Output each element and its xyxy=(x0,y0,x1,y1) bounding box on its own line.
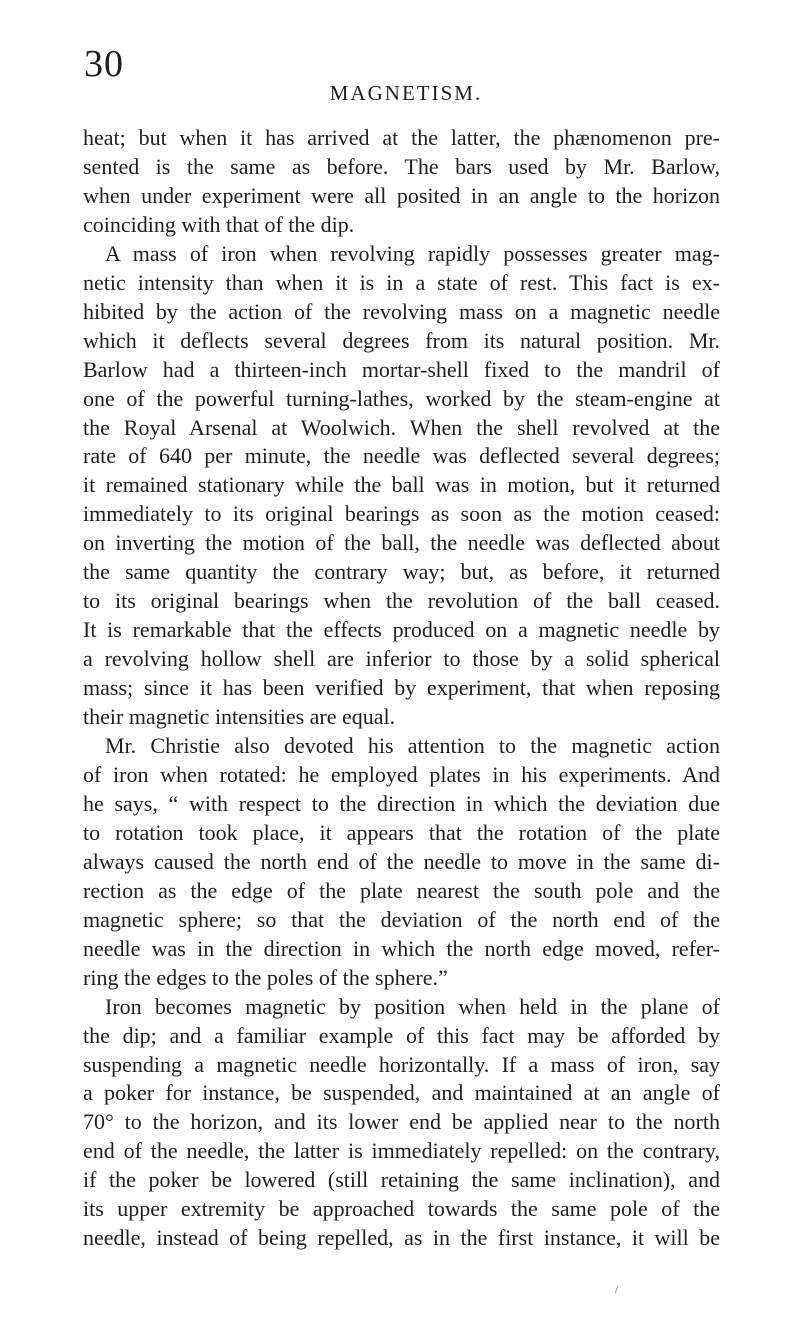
text-line: Barlow had a thirteen-inch mortar-shell fixed to the mandril of xyxy=(83,356,720,382)
text-line: heat; but when it has arrived at the latter, the phænomenon pre- xyxy=(83,125,720,150)
text-line: ring the edges to the poles of the sphere.” xyxy=(83,964,448,990)
body-text xyxy=(83,124,720,1253)
text-line: the dip; and a familiar example of this fact may be afforded by xyxy=(83,1022,720,1048)
text-line: coinciding with that of the dip. xyxy=(83,211,355,237)
text-line: immediately to its original bearings as soon as the motion ceased: xyxy=(83,501,720,527)
text-line: the same quantity the contrary way; but, as before, it returned xyxy=(83,559,720,585)
text-line: Mr. Christie also devoted his attention to the magnetic action xyxy=(105,733,720,759)
text-line: 70° to the horizon, and its lower end be applied near to the north xyxy=(83,1109,720,1135)
text-line: sented is the same as before. The bars used by Mr. Barlow, xyxy=(83,153,720,179)
text-line: he says, “ with respect to the direction in which the deviation due xyxy=(83,790,720,816)
text-line: to rotation took place, it appears that the rotation of the plate xyxy=(83,819,720,845)
text-line: always caused the north end of the needle to move in the same di- xyxy=(83,848,720,874)
text-line: hibited by the action of the revolving mass on a magnetic needle xyxy=(83,298,720,324)
text-line: if the poker be lowered (still retaining the same inclination), and xyxy=(83,1167,720,1193)
running-head: MAGNETISM. xyxy=(329,81,483,105)
text-line: needle was in the direction in which the north edge moved, refer- xyxy=(83,935,720,961)
text-line: A mass of iron when revolving rapidly possesses greater mag- xyxy=(105,240,720,266)
text-line: which it deflects several degrees from its natural position. Mr. xyxy=(83,327,720,353)
text-line: end of the needle, the latter is immediately repelled: on the contrary, xyxy=(83,1138,720,1164)
page-number: 30 xyxy=(84,43,124,85)
text-line: on inverting the motion of the ball, the needle was deflected about xyxy=(83,530,720,556)
text-line: it remained stationary while the ball was in motion, but it returned xyxy=(83,472,720,498)
paragraph-2 xyxy=(83,240,720,732)
paragraph-1 xyxy=(83,124,720,240)
text-line: to its original bearings when the revolution of the ball ceased. xyxy=(83,588,720,614)
text-line: their magnetic intensities are equal. xyxy=(83,704,396,730)
paragraph-4 xyxy=(83,993,720,1254)
text-line: a poker for instance, be suspended, and maintained at an angle of xyxy=(83,1080,720,1106)
text-line: netic intensity than when it is in a state of rest. This fact is ex- xyxy=(83,269,720,295)
text-line: It is remarkable that the effects produced on a magnetic needle by xyxy=(83,617,720,643)
text-line: a revolving hollow shell are inferior to those by a solid spherical xyxy=(83,646,720,672)
text-line: rate of 640 per minute, the needle was deflected several degrees; xyxy=(83,443,720,469)
text-line: one of the powerful turning-lathes, worked by the steam-engine at xyxy=(83,385,720,411)
text-line: rection as the edge of the plate nearest the south pole and the xyxy=(83,877,720,903)
text-line: mass; since it has been verified by experiment, that when reposing xyxy=(83,675,720,701)
text-line: magnetic sphere; so that the deviation of the north end of the xyxy=(83,906,720,932)
text-line: the Royal Arsenal at Woolwich. When the shell revolved at the xyxy=(83,414,720,440)
text-line: needle, instead of being repelled, as in the first instance, it will be xyxy=(83,1225,720,1251)
text-line: Iron becomes magnetic by position when held in the plane of xyxy=(105,993,720,1019)
paragraph-3 xyxy=(83,732,720,993)
text-line: when under experiment were all posited in an angle to the horizon xyxy=(83,182,720,208)
text-line: its upper extremity be approached towards the same pole of the xyxy=(83,1196,720,1222)
stray-ink-mark xyxy=(615,1285,622,1294)
text-line: of iron when rotated: he employed plates in his experiments. And xyxy=(83,761,720,787)
text-line: suspending a magnetic needle horizontally. If a mass of iron, say xyxy=(83,1051,720,1077)
